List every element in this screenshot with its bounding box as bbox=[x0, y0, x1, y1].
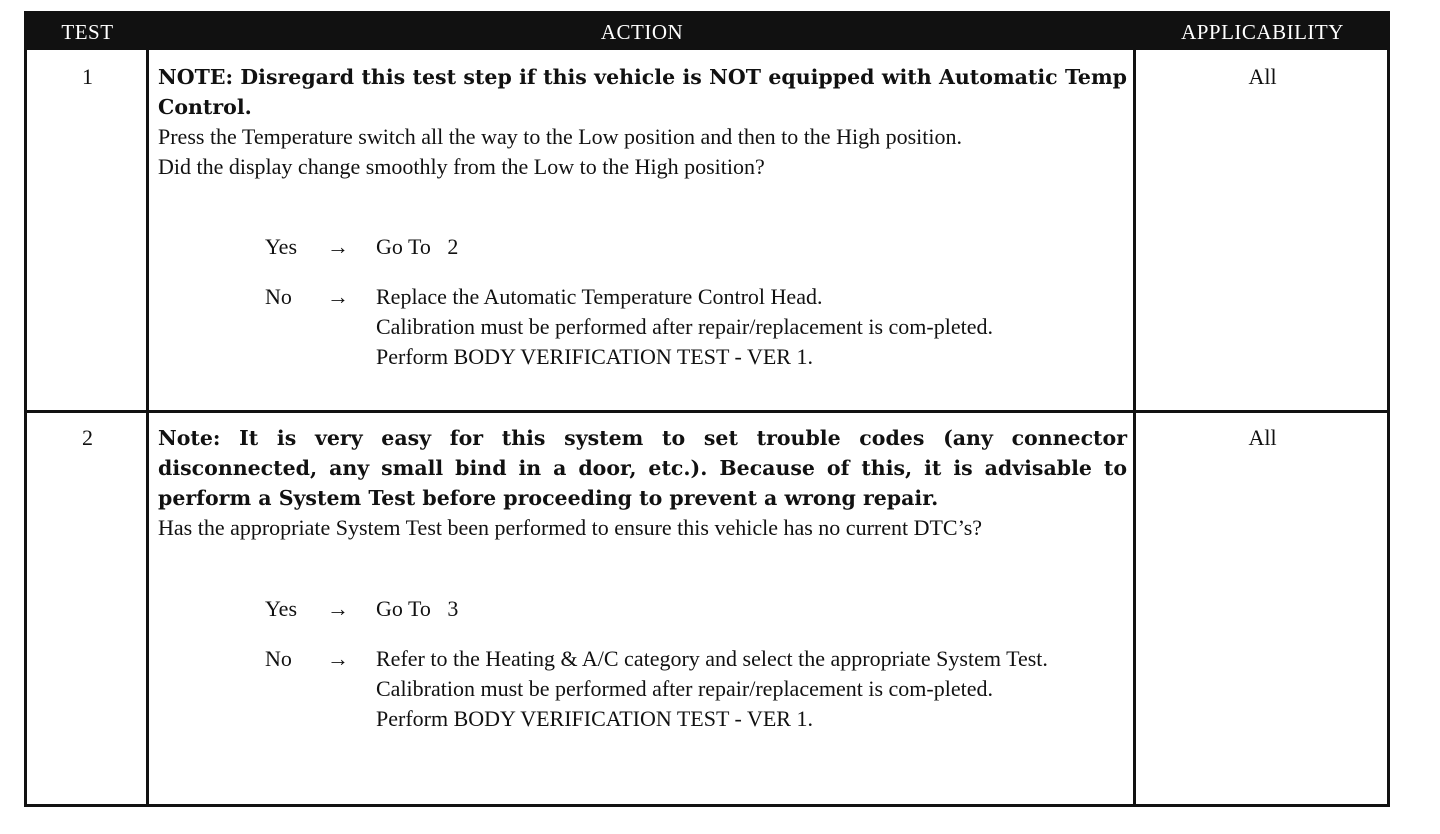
row-1-test-number: 1 bbox=[82, 64, 93, 89]
row-2-action bbox=[158, 423, 1127, 543]
row-1-no-label: No bbox=[265, 284, 292, 309]
header-test: TEST bbox=[61, 20, 114, 44]
row-1-no-response bbox=[265, 282, 1127, 372]
column-divider-applicability bbox=[1133, 50, 1136, 804]
diagnostic-table bbox=[24, 11, 1390, 807]
arrow-icon: → bbox=[327, 284, 349, 309]
row-2-yes-action: Go To 3 bbox=[376, 596, 459, 621]
row-1-yes-label: Yes bbox=[265, 234, 298, 259]
row-1-no-line-1: Replace the Automatic Temperature Control Head. bbox=[376, 284, 823, 309]
row-1-question: Did the display change smoothly from the Low to the High position? bbox=[158, 154, 765, 179]
row-2-test-number: 2 bbox=[82, 425, 93, 450]
row-2-applicability: All bbox=[1248, 425, 1277, 450]
row-1-no-line-2: Calibration must be performed after repair/replacement is com-pleted. bbox=[376, 314, 993, 339]
table-header bbox=[27, 14, 1387, 50]
row-1-note: NOTE: Disregard this test step if this vehicle is NOT equipped with Automatic Temp Control. bbox=[158, 65, 1127, 119]
arrow-icon: → bbox=[327, 234, 349, 259]
row-1-applicability: All bbox=[1248, 64, 1277, 89]
row-2-no-line-2: Calibration must be performed after repair/replacement is com-pleted. bbox=[376, 676, 993, 701]
header-action: ACTION bbox=[600, 20, 684, 44]
row-1-instruction: Press the Temperature switch all the way to the Low position and then to the High position. bbox=[158, 124, 962, 149]
header-applicability: APPLICABILITY bbox=[1181, 20, 1344, 44]
row-2-note: Note: It is very easy for this system to set trouble codes (any connector disconnected, any small bind in a door, etc.). Because of this, it is advisable to perform a System Test before proceeding to prevent a wrong repair. bbox=[158, 426, 1127, 510]
row-divider bbox=[27, 410, 1387, 413]
arrow-icon: → bbox=[327, 596, 349, 621]
row-2-question: Has the appropriate System Test been performed to ensure this vehicle has no current DTC’s? bbox=[158, 515, 983, 540]
arrow-icon: → bbox=[327, 646, 349, 671]
row-2-no-label: No bbox=[265, 646, 292, 671]
row-1-action bbox=[158, 62, 1127, 182]
row-2-yes-response bbox=[265, 594, 1127, 624]
row-1-yes-response bbox=[265, 232, 1127, 262]
row-2-no-response bbox=[265, 644, 1127, 734]
row-1-yes-action: Go To 2 bbox=[376, 234, 459, 259]
row-2-yes-label: Yes bbox=[265, 596, 298, 621]
row-2-no-line-1: Refer to the Heating & A/C category and select the appropriate System Test. bbox=[376, 646, 1048, 671]
row-2-no-line-3: Perform BODY VERIFICATION TEST - VER 1. bbox=[376, 706, 813, 731]
row-1-no-line-3: Perform BODY VERIFICATION TEST - VER 1. bbox=[376, 344, 813, 369]
